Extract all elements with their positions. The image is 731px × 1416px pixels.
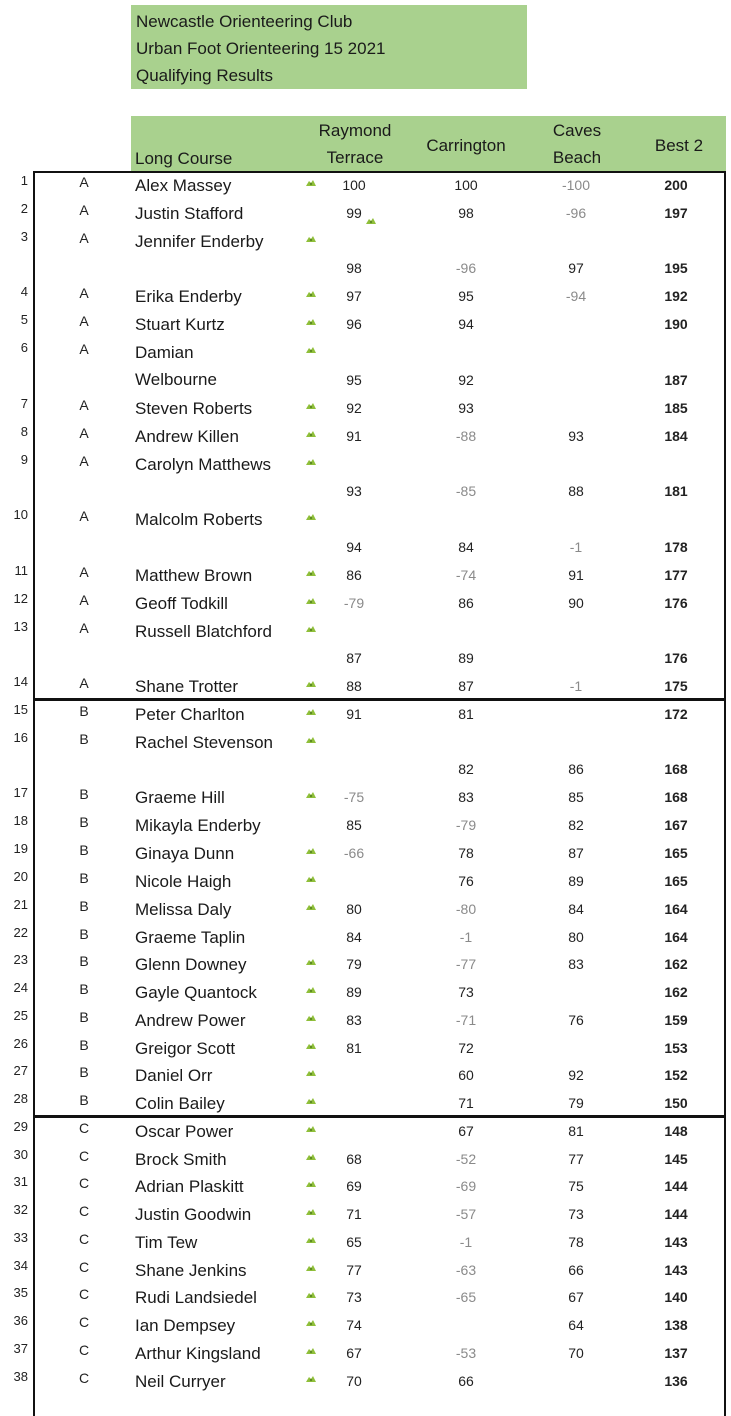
group-letter: A bbox=[79, 564, 89, 580]
group-letter: B bbox=[79, 786, 89, 802]
runner-name: Colin Bailey bbox=[135, 1094, 225, 1113]
runner-name: Carolyn Matthews bbox=[135, 455, 272, 474]
group-letter: B bbox=[79, 870, 89, 886]
score-carrington: -53 bbox=[455, 1345, 477, 1361]
score-raymond-terrace: 91 bbox=[346, 706, 362, 722]
score-caves-beach: 76 bbox=[568, 1012, 584, 1028]
score-caves-beach: -96 bbox=[565, 205, 587, 221]
club-name: Newcastle Orienteering Club bbox=[136, 12, 353, 31]
row-number: 21 bbox=[13, 897, 28, 912]
group-c-border bbox=[33, 1116, 726, 1416]
best-2-total: 144 bbox=[664, 1178, 688, 1194]
row-number: 7 bbox=[20, 396, 28, 411]
score-caves-beach: 88 bbox=[568, 483, 584, 499]
group-letter: A bbox=[79, 453, 89, 469]
best-2-total: 195 bbox=[664, 260, 688, 276]
best-2-total: 165 bbox=[664, 873, 688, 889]
score-raymond-terrace: 70 bbox=[346, 1373, 362, 1389]
score-raymond-terrace: 88 bbox=[346, 678, 362, 694]
runner-name: Graeme Hill bbox=[135, 788, 225, 807]
row-number: 33 bbox=[13, 1230, 28, 1245]
runner-name: Rachel Stevenson bbox=[135, 733, 273, 752]
score-caves-beach: -1 bbox=[569, 539, 583, 555]
score-raymond-terrace: 100 bbox=[342, 177, 366, 193]
header-event1-line2: Terrace bbox=[326, 148, 384, 167]
best-2-total: 164 bbox=[664, 901, 688, 917]
row-number: 11 bbox=[14, 563, 28, 578]
group-letter: B bbox=[79, 703, 89, 719]
score-carrington: -77 bbox=[455, 956, 477, 972]
row-number: 37 bbox=[13, 1341, 28, 1356]
score-carrington: 81 bbox=[458, 706, 474, 722]
score-carrington: 78 bbox=[458, 845, 474, 861]
group-letter: B bbox=[79, 1037, 89, 1053]
best-2-total: 153 bbox=[664, 1040, 688, 1056]
runner-name: Ian Dempsey bbox=[135, 1316, 236, 1335]
row-number: 17 bbox=[13, 785, 28, 800]
group-letter: A bbox=[79, 230, 89, 246]
runner-name: Adrian Plaskitt bbox=[135, 1177, 244, 1196]
score-carrington: -79 bbox=[455, 817, 477, 833]
group-letter: C bbox=[78, 1314, 90, 1330]
best-2-total: 140 bbox=[664, 1289, 688, 1305]
score-raymond-terrace: 89 bbox=[346, 984, 362, 1000]
best-2-total: 200 bbox=[664, 177, 688, 193]
score-raymond-terrace: 80 bbox=[346, 901, 362, 917]
best-2-total: 165 bbox=[664, 845, 688, 861]
runner-name: Alex Massey bbox=[135, 176, 232, 195]
score-caves-beach: 64 bbox=[568, 1317, 584, 1333]
row-number: 31 bbox=[13, 1174, 28, 1189]
score-carrington: 86 bbox=[458, 595, 474, 611]
score-raymond-terrace: 99 bbox=[346, 205, 362, 221]
best-2-total: 176 bbox=[664, 595, 688, 611]
best-2-total: 143 bbox=[664, 1234, 688, 1250]
score-carrington: 73 bbox=[458, 984, 474, 1000]
best-2-total: 175 bbox=[664, 678, 688, 694]
best-2-total: 177 bbox=[664, 567, 688, 583]
row-number: 14 bbox=[13, 674, 28, 689]
group-letter: A bbox=[79, 397, 89, 413]
score-raymond-terrace: 67 bbox=[346, 1345, 362, 1361]
score-caves-beach: 87 bbox=[568, 845, 584, 861]
runner-name: Justin Stafford bbox=[135, 204, 244, 223]
runner-name: Oscar Power bbox=[135, 1122, 234, 1141]
score-raymond-terrace: -66 bbox=[343, 845, 365, 861]
score-caves-beach: 70 bbox=[568, 1345, 584, 1361]
runner-name: Andrew Power bbox=[135, 1011, 246, 1030]
score-caves-beach: 82 bbox=[568, 817, 584, 833]
runner-name: Andrew Killen bbox=[135, 427, 239, 446]
score-carrington: -57 bbox=[455, 1206, 477, 1222]
score-caves-beach: -100 bbox=[561, 177, 591, 193]
score-raymond-terrace: 92 bbox=[346, 400, 362, 416]
score-caves-beach: 86 bbox=[568, 761, 584, 777]
score-carrington: -85 bbox=[455, 483, 477, 499]
score-caves-beach: 77 bbox=[568, 1151, 584, 1167]
runner-name: Matthew Brown bbox=[135, 566, 253, 585]
row-number: 27 bbox=[13, 1063, 28, 1078]
score-raymond-terrace: 71 bbox=[346, 1206, 362, 1222]
row-number: 4 bbox=[20, 284, 28, 299]
best-2-total: 145 bbox=[664, 1151, 688, 1167]
score-caves-beach: 90 bbox=[568, 595, 584, 611]
row-number: 9 bbox=[20, 452, 28, 467]
score-raymond-terrace: 65 bbox=[346, 1234, 362, 1250]
group-letter: A bbox=[79, 508, 89, 524]
score-caves-beach: 84 bbox=[568, 901, 584, 917]
group-letter: B bbox=[79, 926, 89, 942]
score-carrington: 89 bbox=[458, 650, 474, 666]
score-carrington: 94 bbox=[458, 316, 474, 332]
best-2-total: 176 bbox=[664, 650, 688, 666]
best-2-total: 168 bbox=[664, 761, 688, 777]
runner-name: Brock Smith bbox=[135, 1150, 227, 1169]
row-number: 22 bbox=[13, 925, 28, 940]
row-number: 10 bbox=[13, 507, 28, 522]
score-carrington: -96 bbox=[455, 260, 477, 276]
score-carrington: 98 bbox=[458, 205, 474, 221]
score-carrington: 100 bbox=[454, 177, 478, 193]
group-letter: B bbox=[79, 898, 89, 914]
best-2-total: 184 bbox=[664, 428, 688, 444]
score-carrington: 76 bbox=[458, 873, 474, 889]
score-caves-beach: -94 bbox=[565, 288, 587, 304]
runner-name: Graeme Taplin bbox=[135, 928, 246, 947]
row-number: 38 bbox=[13, 1369, 28, 1384]
score-caves-beach: 78 bbox=[568, 1234, 584, 1250]
runner-name: Steven Roberts bbox=[135, 399, 253, 418]
score-carrington: -71 bbox=[455, 1012, 477, 1028]
group-letter: B bbox=[79, 814, 89, 830]
best-2-total: 144 bbox=[664, 1206, 688, 1222]
group-letter: A bbox=[79, 174, 89, 190]
group-letter: A bbox=[79, 202, 89, 218]
score-carrington: -63 bbox=[455, 1262, 477, 1278]
row-number: 30 bbox=[13, 1147, 28, 1162]
runner-name: Melissa Daly bbox=[135, 900, 232, 919]
header-course: Long Course bbox=[135, 149, 233, 168]
score-raymond-terrace: 91 bbox=[346, 428, 362, 444]
runner-name: Peter Charlton bbox=[135, 705, 245, 724]
score-carrington: -69 bbox=[455, 1178, 477, 1194]
best-2-total: 167 bbox=[664, 817, 688, 833]
runner-name: Arthur Kingsland bbox=[135, 1344, 261, 1363]
row-number: 1 bbox=[20, 173, 28, 188]
row-number: 32 bbox=[13, 1202, 28, 1217]
score-raymond-terrace: 77 bbox=[346, 1262, 362, 1278]
score-carrington: 67 bbox=[458, 1123, 474, 1139]
group-letter: A bbox=[79, 620, 89, 636]
best-2-total: 159 bbox=[664, 1012, 688, 1028]
runner-name: Malcolm Roberts bbox=[135, 510, 263, 529]
score-raymond-terrace: 69 bbox=[346, 1178, 362, 1194]
score-caves-beach: 89 bbox=[568, 873, 584, 889]
score-carrington: 72 bbox=[458, 1040, 474, 1056]
best-2-total: 137 bbox=[664, 1345, 688, 1361]
score-carrington: 87 bbox=[458, 678, 474, 694]
group-letter: B bbox=[79, 731, 89, 747]
best-2-total: 181 bbox=[664, 483, 688, 499]
best-2-total: 164 bbox=[664, 929, 688, 945]
row-number: 6 bbox=[20, 340, 28, 355]
group-letter: C bbox=[78, 1259, 90, 1275]
score-raymond-terrace: 68 bbox=[346, 1151, 362, 1167]
score-caves-beach: 93 bbox=[568, 428, 584, 444]
row-number: 20 bbox=[13, 869, 28, 884]
score-raymond-terrace: 84 bbox=[346, 929, 362, 945]
runner-name: Nicole Haigh bbox=[135, 872, 232, 891]
score-raymond-terrace: 73 bbox=[346, 1289, 362, 1305]
best-2-total: 192 bbox=[664, 288, 688, 304]
row-number: 34 bbox=[13, 1258, 28, 1273]
score-carrington: -65 bbox=[455, 1289, 477, 1305]
score-carrington: -1 bbox=[459, 1234, 473, 1250]
runner-name: Tim Tew bbox=[135, 1233, 198, 1252]
score-carrington: -88 bbox=[455, 428, 477, 444]
group-letter: B bbox=[79, 1064, 89, 1080]
row-number: 19 bbox=[13, 841, 28, 856]
group-letter: A bbox=[79, 425, 89, 441]
header-event3-line1: Caves bbox=[552, 121, 602, 140]
score-raymond-terrace: -75 bbox=[343, 789, 365, 805]
runner-name: Jennifer Enderby bbox=[135, 232, 264, 251]
score-caves-beach: 85 bbox=[568, 789, 584, 805]
score-carrington: 83 bbox=[458, 789, 474, 805]
score-caves-beach: 80 bbox=[568, 929, 584, 945]
best-2-total: 185 bbox=[664, 400, 688, 416]
score-carrington: -52 bbox=[455, 1151, 477, 1167]
event-name: Urban Foot Orienteering 15 2021 bbox=[136, 39, 386, 58]
row-number: 8 bbox=[20, 424, 28, 439]
score-carrington: -80 bbox=[455, 901, 477, 917]
row-number: 3 bbox=[20, 229, 28, 244]
runner-name: Glenn Downey bbox=[135, 955, 247, 974]
header-event1-line1: Raymond bbox=[318, 121, 392, 140]
score-raymond-terrace: -79 bbox=[343, 595, 365, 611]
group-letter: B bbox=[79, 1009, 89, 1025]
score-raymond-terrace: 98 bbox=[346, 260, 362, 276]
runner-name: Stuart Kurtz bbox=[135, 315, 225, 334]
score-carrington: 60 bbox=[458, 1067, 474, 1083]
score-carrington: 82 bbox=[458, 761, 474, 777]
score-carrington: 95 bbox=[458, 288, 474, 304]
score-raymond-terrace: 83 bbox=[346, 1012, 362, 1028]
best-2-total: 148 bbox=[664, 1123, 688, 1139]
best-2-total: 150 bbox=[664, 1095, 688, 1111]
results-type: Qualifying Results bbox=[136, 66, 274, 85]
group-letter: A bbox=[79, 285, 89, 301]
row-number: 23 bbox=[13, 952, 28, 967]
best-2-total: 172 bbox=[664, 706, 688, 722]
score-caves-beach: 75 bbox=[568, 1178, 584, 1194]
group-letter: B bbox=[79, 842, 89, 858]
row-number: 35 bbox=[13, 1285, 28, 1300]
score-raymond-terrace: 95 bbox=[346, 372, 362, 388]
row-number: 26 bbox=[13, 1036, 28, 1051]
runner-name: Neil Curryer bbox=[135, 1372, 226, 1391]
score-raymond-terrace: 93 bbox=[346, 483, 362, 499]
group-letter: C bbox=[78, 1231, 90, 1247]
score-carrington: 66 bbox=[458, 1373, 474, 1389]
best-2-total: 187 bbox=[664, 372, 688, 388]
score-caves-beach: 73 bbox=[568, 1206, 584, 1222]
runner-name: Rudi Landsiedel bbox=[135, 1288, 257, 1307]
row-number: 24 bbox=[13, 980, 28, 995]
runner-name: Shane Jenkins bbox=[135, 1261, 247, 1280]
runner-name: Gayle Quantock bbox=[135, 983, 257, 1002]
group-letter: C bbox=[78, 1120, 90, 1136]
score-carrington: 92 bbox=[458, 372, 474, 388]
score-raymond-terrace: 97 bbox=[346, 288, 362, 304]
score-carrington: 93 bbox=[458, 400, 474, 416]
runner-name: Erika Enderby bbox=[135, 287, 242, 306]
group-letter: C bbox=[78, 1175, 90, 1191]
group-letter: A bbox=[79, 341, 89, 357]
score-carrington: -74 bbox=[455, 567, 477, 583]
row-number: 12 bbox=[13, 591, 28, 606]
group-letter: C bbox=[78, 1286, 90, 1302]
score-carrington: -1 bbox=[459, 929, 473, 945]
row-number: 28 bbox=[13, 1091, 28, 1106]
row-number: 13 bbox=[13, 619, 28, 634]
group-letter: A bbox=[79, 675, 89, 691]
group-a-border bbox=[33, 171, 726, 700]
group-letter: C bbox=[78, 1203, 90, 1219]
best-2-total: 178 bbox=[664, 539, 688, 555]
score-raymond-terrace: 87 bbox=[346, 650, 362, 666]
best-2-total: 197 bbox=[664, 205, 688, 221]
runner-name: Damian bbox=[135, 343, 194, 362]
row-number: 36 bbox=[13, 1313, 28, 1328]
group-letter: B bbox=[79, 953, 89, 969]
runner-name: Mikayla Enderby bbox=[135, 816, 261, 835]
runner-name: Daniel Orr bbox=[135, 1066, 213, 1085]
score-raymond-terrace: 96 bbox=[346, 316, 362, 332]
group-letter: C bbox=[78, 1342, 90, 1358]
best-2-total: 162 bbox=[664, 984, 688, 1000]
header-event3-line2: Beach bbox=[552, 148, 602, 167]
score-raymond-terrace: 79 bbox=[346, 956, 362, 972]
group-letter: C bbox=[78, 1370, 90, 1386]
score-raymond-terrace: 85 bbox=[346, 817, 362, 833]
group-letter: B bbox=[79, 1092, 89, 1108]
group-letter: B bbox=[79, 981, 89, 997]
runner-name: Russell Blatchford bbox=[135, 622, 273, 641]
score-caves-beach: 67 bbox=[568, 1289, 584, 1305]
row-number: 5 bbox=[20, 312, 28, 327]
runner-name: Greigor Scott bbox=[135, 1039, 236, 1058]
header-best-2: Best 2 bbox=[654, 136, 704, 155]
best-2-total: 138 bbox=[664, 1317, 688, 1333]
group-letter: C bbox=[78, 1148, 90, 1164]
score-carrington: 84 bbox=[458, 539, 474, 555]
score-raymond-terrace: 74 bbox=[346, 1317, 362, 1333]
score-caves-beach: 91 bbox=[568, 567, 584, 583]
row-number: 18 bbox=[13, 813, 28, 828]
score-caves-beach: 92 bbox=[568, 1067, 584, 1083]
runner-name: Geoff Todkill bbox=[135, 594, 228, 613]
score-raymond-terrace: 94 bbox=[346, 539, 362, 555]
score-raymond-terrace: 81 bbox=[346, 1040, 362, 1056]
best-2-total: 162 bbox=[664, 956, 688, 972]
score-carrington: 71 bbox=[458, 1095, 474, 1111]
score-caves-beach: 79 bbox=[568, 1095, 584, 1111]
best-2-total: 136 bbox=[664, 1373, 688, 1389]
group-letter: A bbox=[79, 592, 89, 608]
runner-name: Welbourne bbox=[135, 370, 217, 389]
group-b-border bbox=[33, 699, 726, 1117]
best-2-total: 168 bbox=[664, 789, 688, 805]
score-caves-beach: -1 bbox=[569, 678, 583, 694]
row-number: 2 bbox=[20, 201, 28, 216]
row-number: 15 bbox=[13, 702, 28, 717]
row-number: 16 bbox=[13, 730, 28, 745]
score-raymond-terrace: 86 bbox=[346, 567, 362, 583]
group-letter: A bbox=[79, 313, 89, 329]
best-2-total: 152 bbox=[664, 1067, 688, 1083]
runner-name: Ginaya Dunn bbox=[135, 844, 235, 863]
row-number: 25 bbox=[13, 1008, 28, 1023]
score-caves-beach: 97 bbox=[568, 260, 584, 276]
runner-name: Shane Trotter bbox=[135, 677, 239, 696]
best-2-total: 190 bbox=[664, 316, 688, 332]
score-caves-beach: 81 bbox=[568, 1123, 584, 1139]
runner-name: Justin Goodwin bbox=[135, 1205, 252, 1224]
score-caves-beach: 66 bbox=[568, 1262, 584, 1278]
best-2-total: 143 bbox=[664, 1262, 688, 1278]
score-caves-beach: 83 bbox=[568, 956, 584, 972]
header-carrington: Carrington bbox=[426, 136, 506, 155]
row-number: 29 bbox=[13, 1119, 28, 1134]
